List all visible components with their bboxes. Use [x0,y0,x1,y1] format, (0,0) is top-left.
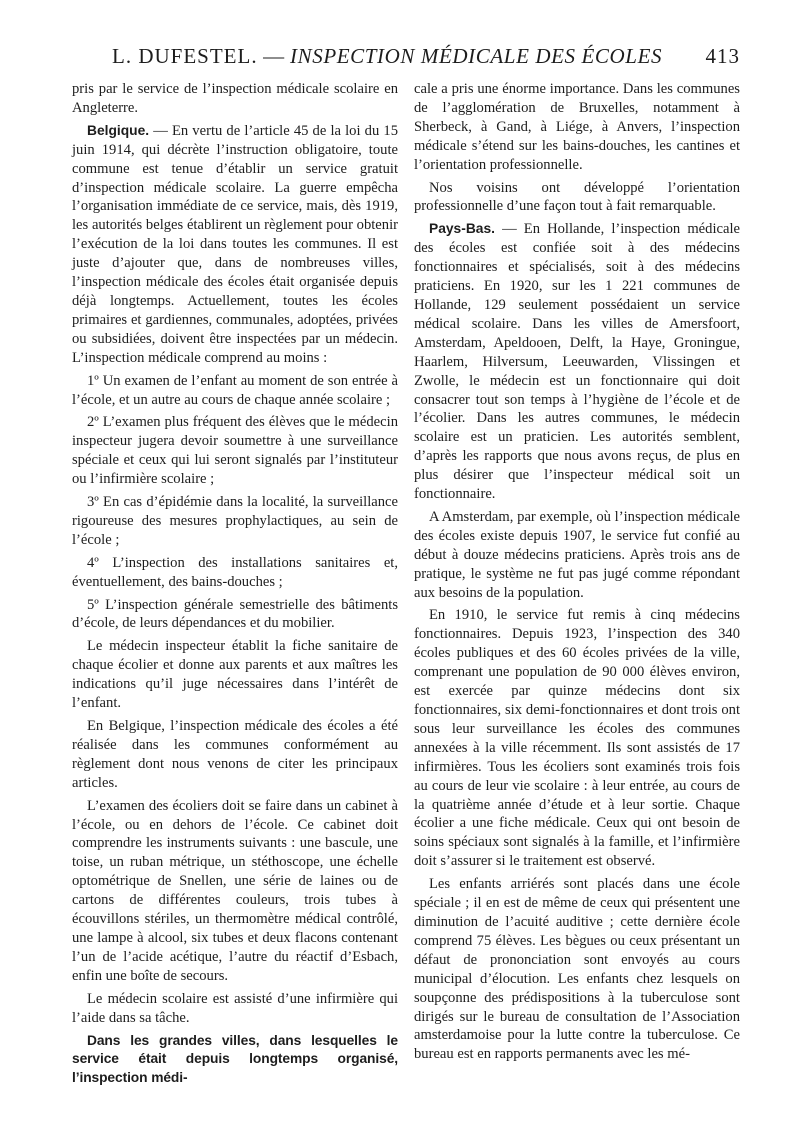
paragraph: pris par le service de l’inspection médicale scolaire en Angleterre. [72,81,398,116]
list-item: 1º Un examen de l’enfant au moment de son entrée à l’école, et un autre au cours de chaque année scolaire ; [72,372,398,408]
paragraph: Nos voisins ont développé l’orientation professionnelle d’une façon tout à fait remarquable. [414,179,740,215]
right-column [414,80,740,1064]
paragraph: cale a pris une énorme importance. Dans les communes de l’agglomération de Bruxelles, notamment à Sherbeck, à Gand, à Liége, à Anvers, l’inspection médicale s’étend sur les bains-douches, les cantines et l’orientation professionnelle. [414,81,740,173]
paragraph: A Amsterdam, par exemple, où l’inspection médicale des écoles existe depuis 1907, le service fut confié au début à douze médecins praticiens. Après trois ans de pratique, le système ne fut pas jugé comme répondant aux besoins de la population. [414,508,740,601]
list-item: 3º En cas d’épidémie dans la localité, la surveillance rigoureuse des mesures prophylactiques, au sein de l’école ; [72,494,398,548]
running-title [112,44,662,69]
paragraph-belgique [72,122,398,368]
section-heading-belgique: Belgique. [87,122,150,138]
list-item: 4º L’inspection des installations sanitaires et, éventuellement, des bains-douches ; [72,554,398,590]
list-item: 2º L’examen plus fréquent des élèves que le médecin inspecteur jugera devoir soumettre à une surveillance spéciale et ceux qui lui seront signalés par l’instituteur ou l’infirmière scolaire ; [72,414,398,488]
paragraph: Le médecin inspecteur établit la fiche sanitaire de chaque écolier et donne aux parents et aux maîtres les indications qu’il juge nécessaires dans l’intérêt de l’enfant. [72,638,398,712]
paragraph-pays-bas [414,220,740,504]
paragraph: En 1910, le service fut remis à cinq médecins fonctionnaires. Depuis 1923, l’inspection des 340 écoles publiques et des 60 écoles privées de la ville, comprenant une population de 90 000 élèves environ, est exercée par quinze médecins dont six fonctionnaires, six demi-fonctionnaires et dont trois ont sous leur surveillance les écoles des communes annexées à la ville récemment. Ils sont assistés de 17 infirmières. Tous les écoliers sont examinés trois fois au cours de leur vie scolaire : à leur entrée, au cours de la quatrième année d’étude et à leur sortie. Chaque écolier a une fiche médicale. Ceux qui ont besoin de soins spéciaux sont signalés à la famille, et l’infirmière doit s’assurer si le traitement est observé. [414,607,740,870]
paragraph: Dans les grandes villes, dans lesquelles le service était depuis longtemps organisé, l’inspection médi- [72,1032,398,1086]
paragraph-text: — En vertu de l’article 45 de la loi du 15 juin 1914, qui décrète l’instruction obligatoire, toute commune est tenue d’établir un service gratuit d’inspection médicale scolaire. La guerre empêcha l’organisation immédiate de ce service, mais, dès 1919, les autorités belges établirent un règlement pour obtenir l’exécution de la loi dans toutes les communes. Il est juste d’ajouter que, dans de nombreuses villes, l’inspection médicale des écoles était organisée depuis déjà longtemps. Actuellement, toutes les écoles primaires et gardiennes, communales, adoptées, privées ou subsidiées, doivent être inspectées par un médecin. L’inspection médicale comprend au moins : [72,122,398,366]
section-heading-pays-bas: Pays-Bas. [429,221,495,237]
author-name: L. DUFESTEL. [112,44,258,68]
paragraph: Le médecin scolaire est assisté d’une infirmière qui l’aide dans sa tâche. [72,990,398,1026]
header-dash: — [263,44,285,68]
page-number: 413 [705,44,740,68]
chapter-subject: INSPECTION MÉDICALE DES ÉCOLES [290,44,663,68]
paragraph: Les enfants arriérés sont placés dans une école spéciale ; il en est de même de ceux qui présentent une diminution de l’acuité auditive ; cette dernière école comprend 75 élèves. Les bègues ou ceux présentant un défaut de prononciation sont envoyés au cours municipal d’élocution. Les enfants chez lesquels on soupçonne des prédispositions à la tuberculose sont dirigés sur le bureau de consultation de l’Association amsterdamoise pour la lutte contre la tuberculose. Ce bureau est en rapports permanents avec les mé- [414,876,740,1063]
list-item: 5º L’inspection générale semestrielle des bâtiments d’école, de leurs dépendances et du mobilier. [72,596,398,632]
paragraph: En Belgique, l’inspection médicale des écoles a été réalisée dans les communes conformément au règlement dont nous venons de citer les principaux articles. [72,718,398,791]
paragraph: L’examen des écoliers doit se faire dans un cabinet à l’école, ou en dehors de l’école. Ce cabinet doit comprendre les instruments suivants : une bascule, une toise, un ruban métrique, un stéthoscope, une échelle optométrique de Snellen, une série de laines ou de cartons de différentes couleurs, trois tubes à écouvillons stériles, un thermomètre médical contrôlé, une lampe à alcool, six tubes et deux flacons contenant l’un de l’acide acétique, l’autre du réactif d’Esbach, enfin une boîte de secours. [72,797,398,984]
running-header [70,44,742,74]
paragraph-text: — En Hollande, l’inspection médicale des écoles est confiée soit à des médecins fonctionnaires et spécialisés, soit à des médecins praticiens. En 1920, sur les 1 221 communes de Hollande, 129 seulement possédaient un service médical scolaire. Dans les villes de Amersfoort, Amsterdam, Apeldooen, Delft, la Haye, Groningue, Haarlem, Hilversum, Leeuwarden, Vlissingen et Zwolle, le médecin est un fonctionnaire qui doit consacrer tout son temps à l’hygiène de l’école et de l’écolier. Dans les autres communes, le médecin scolaire est un praticien. Les autorités semblent, d’après les rapports que nous avons reçus, de plus en plus désirer que l’inspecteur médical soit un fonctionnaire. [414,221,740,503]
left-column [72,80,398,1088]
